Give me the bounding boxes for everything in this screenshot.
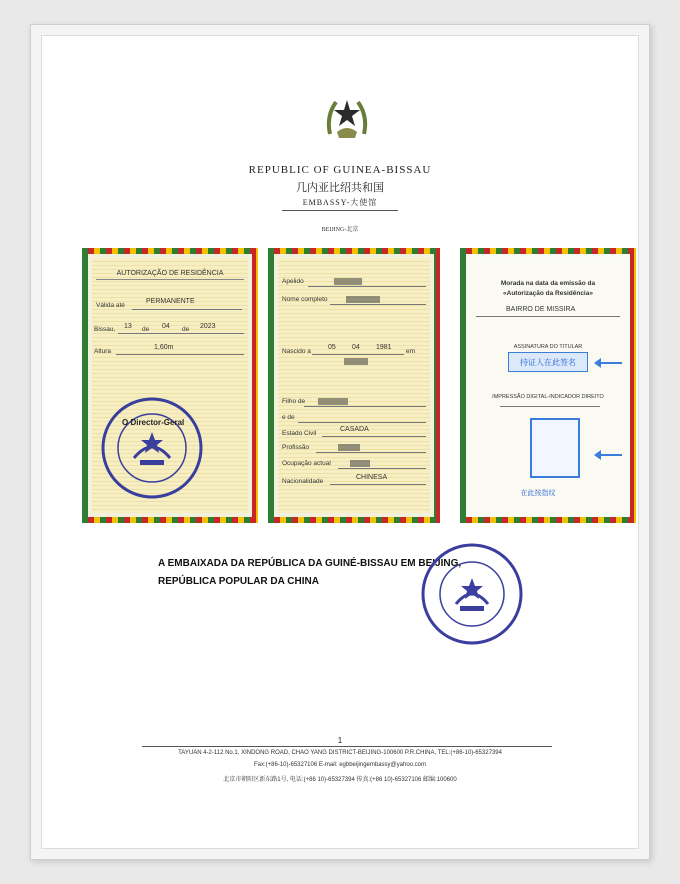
city-label: BEIJING-北京 xyxy=(321,227,359,233)
valid-until-label: Válida até xyxy=(96,302,125,309)
born-month: 04 xyxy=(352,344,360,351)
national-emblem-icon xyxy=(322,94,372,144)
republic-title: REPUBLIC OF GUINEA-BISSAU xyxy=(248,164,432,176)
redacted-father xyxy=(318,398,348,405)
nationality-value: CHINESA xyxy=(356,474,388,481)
civil-status-value: CASADA xyxy=(340,426,369,433)
document-page xyxy=(82,42,604,818)
son-of-label: Filho de xyxy=(282,398,306,405)
field-line xyxy=(298,422,426,423)
bissau-label: Bissau, xyxy=(94,326,116,333)
field-line xyxy=(500,406,600,407)
residence-card-front xyxy=(82,248,258,523)
born-label: Nascido a xyxy=(282,348,311,355)
footer-fax-email: Fax:(+86-10)-65327106 E-mail: egbbeijingembassy@yahoo.com xyxy=(253,762,427,768)
address-title-line1: Morada na data da emissão da xyxy=(500,280,596,287)
field-line xyxy=(330,304,426,305)
field-line xyxy=(308,286,426,287)
signature-label: ASSINATURA DO TITULAR xyxy=(513,344,583,350)
page-number: 1 xyxy=(337,736,343,745)
card-title: AUTORIZAÇÃO DE RESIDÊNCIA xyxy=(96,270,244,280)
born-year: 1981 xyxy=(376,344,392,351)
embassy-title: EMBASSY-大使馆 xyxy=(302,198,378,207)
profession-label: Profissão xyxy=(282,444,310,451)
declaration-line2: REPÚBLICA POPULAR DA CHINA xyxy=(158,576,319,587)
issue-month: 04 xyxy=(162,323,170,330)
footer-address: TAYUAN 4-2-112 No.1, XINDONG ROAD, CHAO YANG DISTRICT-BEIJING-100600 P.R.CHINA, TEL:(+86-10)-65327394 xyxy=(178,750,502,756)
residence-card-back xyxy=(460,248,636,523)
redacted-occupation xyxy=(350,460,370,467)
field-line xyxy=(118,333,244,334)
residence-card-details xyxy=(268,248,440,523)
and-of-label: e de xyxy=(282,414,295,421)
republic-name-chinese: 几内亚比绍共和国 xyxy=(296,182,384,194)
arrow-left-icon xyxy=(600,454,622,456)
field-line xyxy=(338,468,426,469)
field-line xyxy=(476,316,620,317)
fingerprint-hint: 在此按指纹 xyxy=(520,490,556,497)
nationality-label: Nacionalidade xyxy=(282,478,324,485)
address-title-line2: «Autorização da Residência» xyxy=(503,290,593,297)
issue-day: 13 xyxy=(124,323,132,330)
born-in-label: em xyxy=(406,348,416,355)
born-day: 05 xyxy=(328,344,336,351)
header-divider xyxy=(282,210,398,211)
footer-address-chinese: 北京市朝阳区新东路1号, 电话:(+86 10)-65327394 传真:(+86 10)-65327106 邮编:100600 xyxy=(223,777,457,783)
redacted-profession xyxy=(338,444,360,451)
issue-year: 2023 xyxy=(200,323,216,330)
arrow-left-icon xyxy=(600,362,622,364)
embassy-stamp-icon xyxy=(100,396,204,500)
redacted-surname xyxy=(334,278,362,285)
full-name-label: Nome completo xyxy=(282,296,328,303)
field-line xyxy=(304,406,426,407)
date-de-label: de xyxy=(142,326,150,333)
redacted-full-name xyxy=(346,296,380,303)
address-value: BAIRRO DE MISSIRA xyxy=(506,306,576,313)
fingerprint-label: IMPRESSÃO DIGITAL-INDICADOR DIREITO xyxy=(492,394,604,400)
field-line xyxy=(312,354,404,355)
director-signature-label: O Director-Geral xyxy=(122,418,185,427)
embassy-seal-icon xyxy=(420,542,524,646)
declaration-line1: A EMBAIXADA DA REPÚBLICA DA GUINÉ-BISSAU EM BEIJING, xyxy=(158,558,462,569)
field-line xyxy=(316,452,426,453)
fingerprint-box xyxy=(530,418,580,478)
field-line xyxy=(322,436,426,437)
occupation-label: Ocupação actual xyxy=(282,460,331,467)
valid-until-value: PERMANENTE xyxy=(146,298,195,305)
footer-divider xyxy=(142,746,552,747)
height-value: 1,60m xyxy=(154,344,174,351)
field-line xyxy=(132,309,242,310)
date-de-label: de xyxy=(182,326,190,333)
height-label: Altura xyxy=(94,348,111,355)
signature-hint-box: 持证人在此签名 xyxy=(508,352,588,372)
field-line xyxy=(330,484,426,485)
surname-label: Apelido xyxy=(282,278,304,285)
field-line xyxy=(116,354,244,355)
civil-status-label: Estado Civil xyxy=(282,430,317,437)
redacted-birthplace xyxy=(344,358,368,365)
